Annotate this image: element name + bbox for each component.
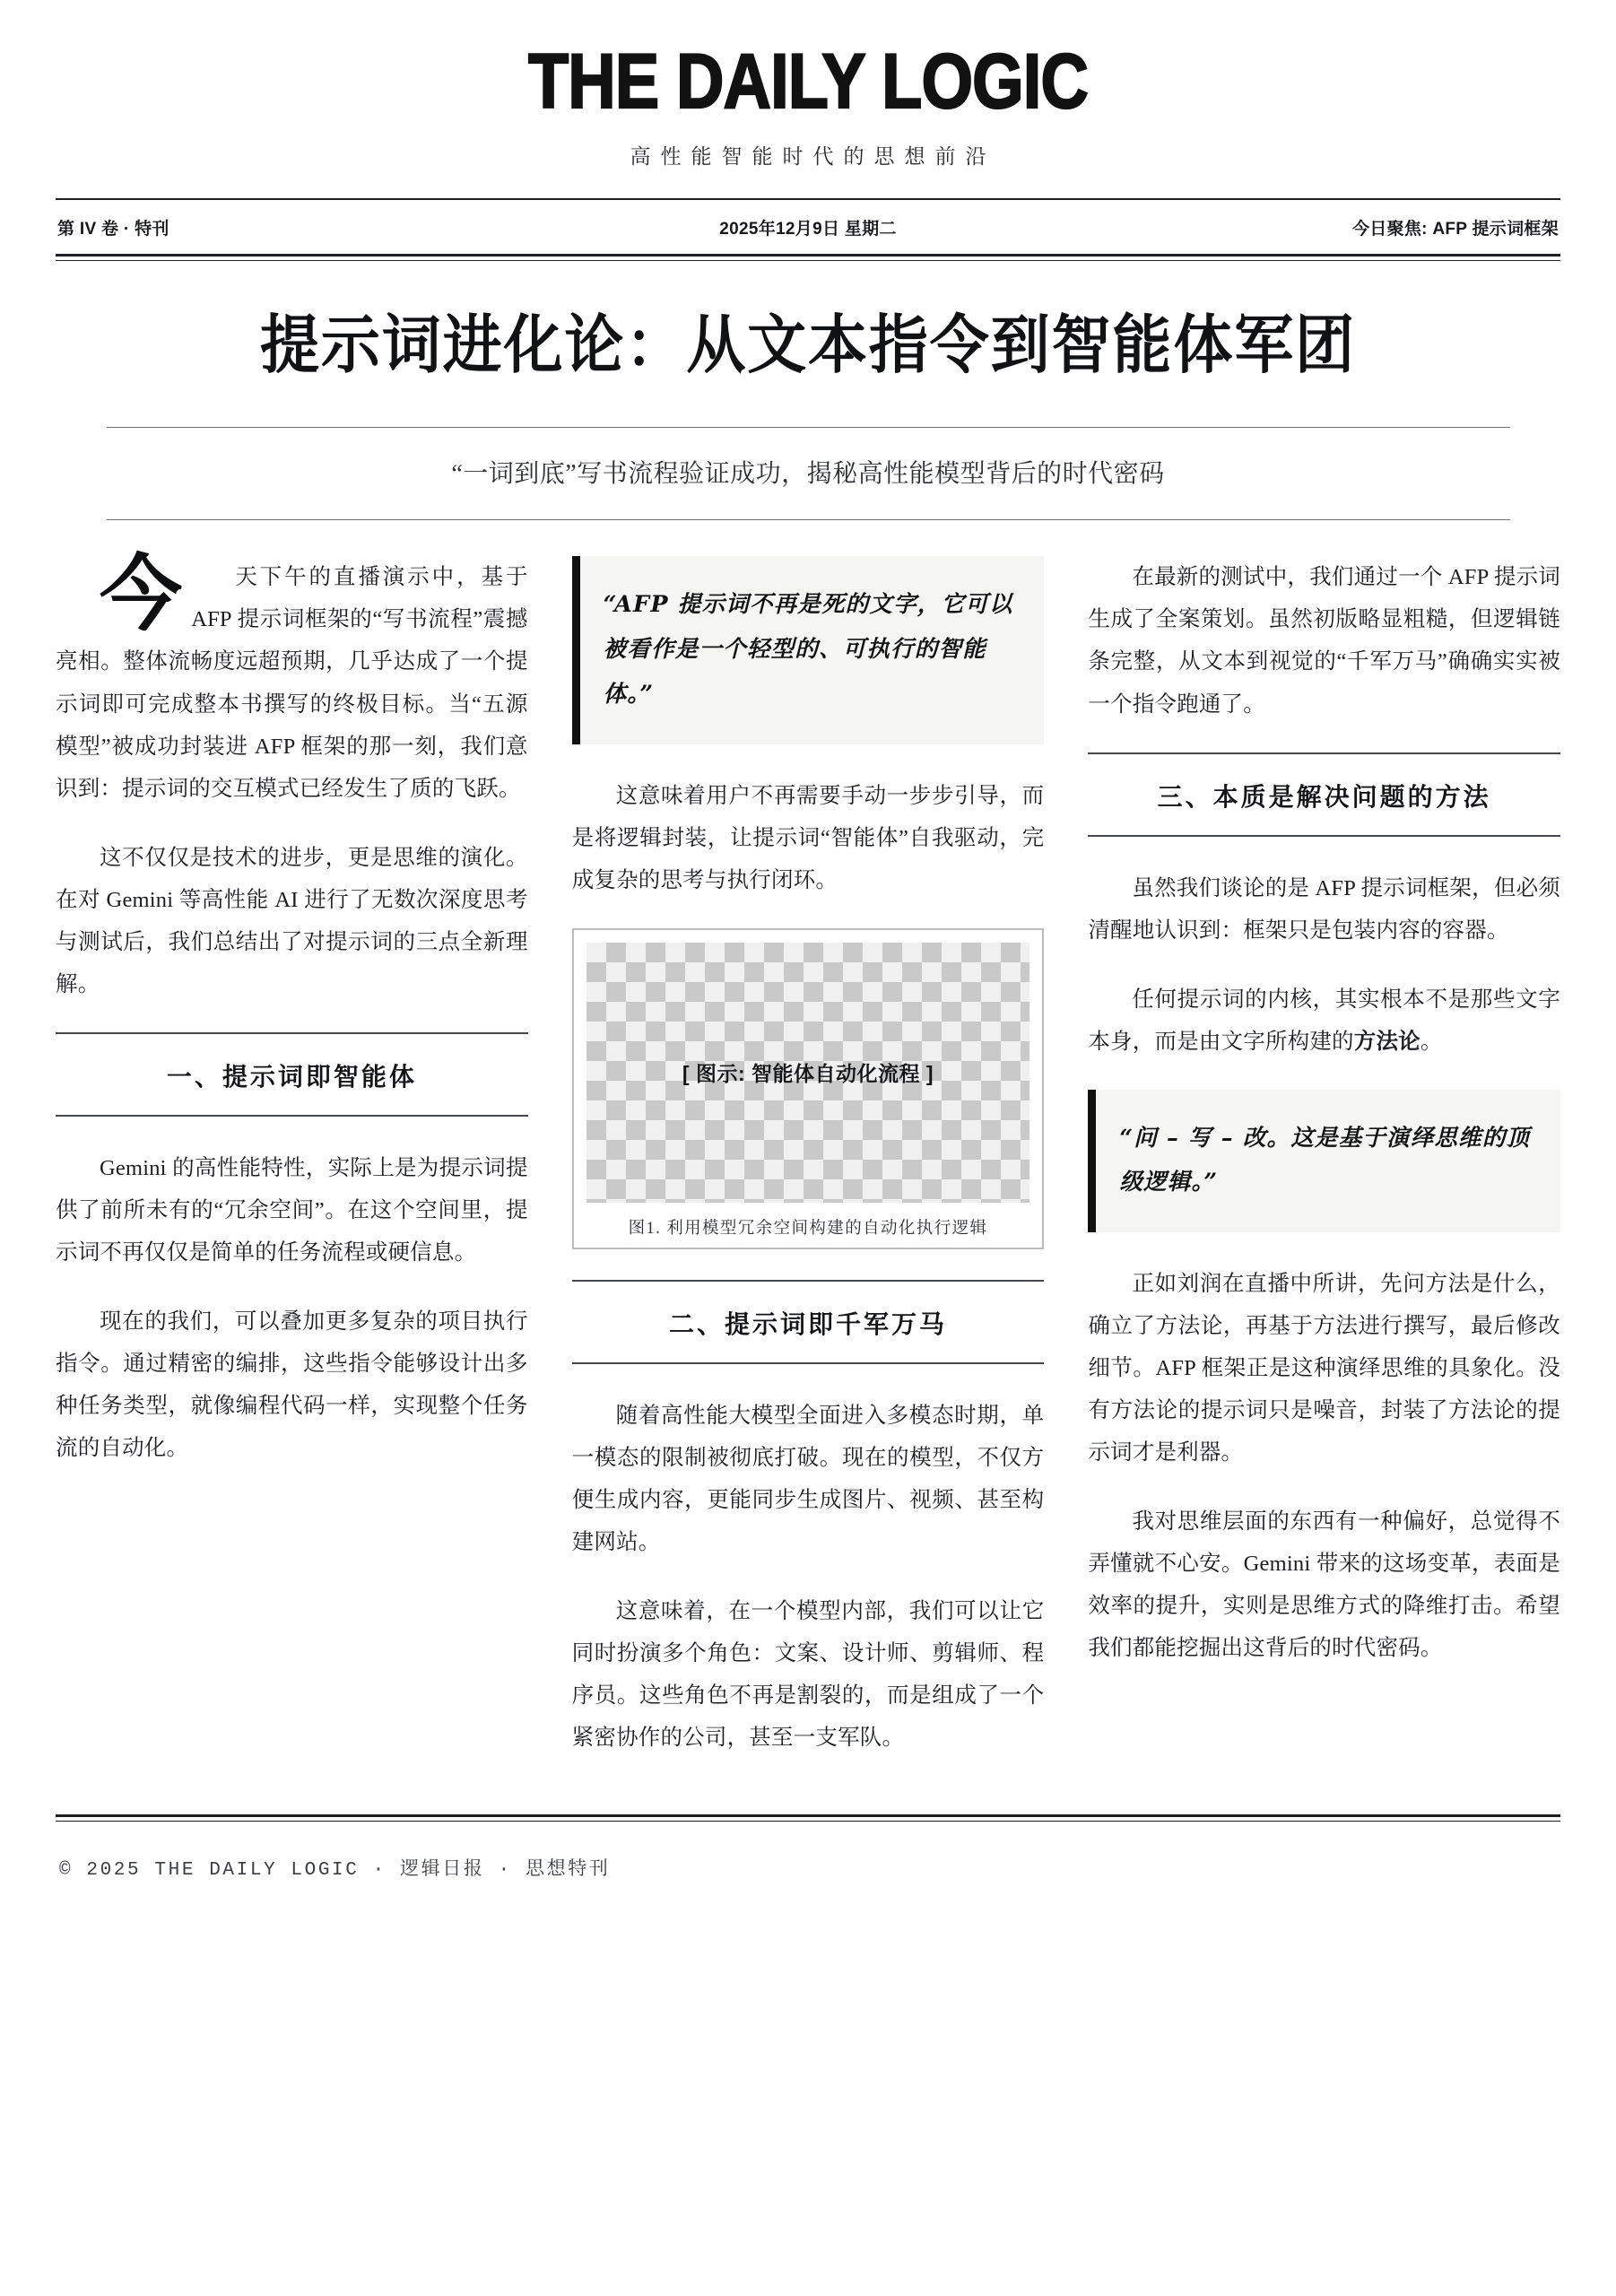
footer-text: © 2025 THE DAILY LOGIC · 逻辑日报 · 思想特刊 xyxy=(59,1859,611,1881)
emphasis-methodology: 方法论 xyxy=(1353,1029,1421,1054)
pull-quote-text: “问 – 写 – 改。这是基于演绎思维的顶级逻辑。” xyxy=(1119,1124,1531,1196)
paragraph: 这不仅仅是技术的进步，更是思维的演化。在对 Gemini 等高性能 AI 进行了无数次深度思考与测试后，我们总结出了对提示词的三点全新理解。 xyxy=(56,845,528,996)
paragraph: 随着高性能大模型全面进入多模态时期，单一模态的限制被彻底打破。现在的模型，不仅方便生成内容，更能同步生成图片、视频、甚至构建网站。 xyxy=(571,1403,1045,1554)
subheadline-rule-bottom xyxy=(107,519,1510,520)
dateline-volume: 第 IV 卷 · 特刊 xyxy=(57,220,169,239)
page-title: 提示词进化论：从文本指令到智能体军团 xyxy=(259,310,1357,381)
paragraph-text-pre: 任何提示词的内核，其实根本不是那些文字本身，而是由文字所构建的 xyxy=(1088,987,1561,1054)
column-gutter xyxy=(1044,556,1088,1759)
column-1 xyxy=(56,549,528,1759)
column-gutter xyxy=(528,556,572,1759)
figure-placeholder-label: [ 图示: 智能体自动化流程 ] xyxy=(682,1062,934,1086)
masthead xyxy=(56,0,1560,170)
section-heading-1 xyxy=(56,1032,528,1117)
lead-paragraph-text: 天下午的直播演示中，基于 AFP 提示词框架的“写书流程”震撼亮相。整体流畅度远超预期，几乎达成了一个提示词即可完成整本书撰写的终极目标。当“五源模型”被成功封装进 AFP 框架的那一刻，我们意识到：提示词的交互模式已经发生了质的飞跃。 xyxy=(56,565,528,801)
lead-paragraph xyxy=(56,549,528,809)
section-rule-bottom xyxy=(572,1362,1045,1364)
pull-quote-text: “AFP 提示词不再是死的文字，它可以被看作是一个轻型的、可执行的智能体。” xyxy=(603,591,1013,708)
dateline-section xyxy=(56,198,1560,261)
article-columns xyxy=(56,549,1561,1759)
paragraph-text-post: 。 xyxy=(1420,1029,1443,1054)
section-heading-label: 二、提示词即千军万马 xyxy=(669,1310,948,1339)
pull-quote-1 xyxy=(572,556,1045,744)
section-heading-label: 一、提示词即智能体 xyxy=(166,1063,417,1091)
figure-image-placeholder xyxy=(586,943,1030,1203)
section-heading-2 xyxy=(572,1280,1045,1364)
paragraph-with-emphasis xyxy=(1088,978,1560,1063)
masthead-title: THE DAILY LOGIC xyxy=(527,39,1089,125)
paragraph: 这意味着用户不再需要手动一步步引导，而是将逻辑封装，让提示词“智能体”自我驱动，完成复杂的思考与执行闭环。 xyxy=(571,783,1045,892)
paragraph: Gemini 的高性能特性，实际上是为提示词提供了前所未有的“冗余空间”。在这个空间里，提示词不再仅仅是简单的任务流程或硬信息。 xyxy=(56,1155,528,1265)
masthead-tagline: 高性能智能时代的思想前沿 xyxy=(630,144,996,168)
page-subtitle: “一词到底”写书流程验证成功，揭秘高性能模型背后的时代密码 xyxy=(451,459,1165,488)
column-3 xyxy=(1088,556,1560,1759)
paragraph: 现在的我们，可以叠加更多复杂的项目执行指令。通过精密的编排，这些指令能够设计出多种任务类型，就像编程代码一样，实现整个任务流的自动化。 xyxy=(56,1309,528,1460)
section-heading-label: 三、本质是解决问题的方法 xyxy=(1157,783,1491,812)
section-heading-3 xyxy=(1088,752,1560,837)
figure-caption: 图1. 利用模型冗余空间构建的自动化执行逻辑 xyxy=(628,1219,988,1238)
page-bottom-space xyxy=(56,1917,1560,1997)
dateline-rule-bottom xyxy=(56,254,1560,261)
drop-cap: 今 xyxy=(100,549,183,641)
paragraph: 虽然我们谈论的是 AFP 提示词框架，但必须清醒地认识到：框架只是包装内容的容器。 xyxy=(1088,875,1561,943)
headline-block xyxy=(56,261,1560,520)
paragraph: 在最新的测试中，我们通过一个 AFP 提示词生成了全案策划。虽然初版略显粗糙，但逻辑链条完整，从文本到视觉的“千军万马”确确实实被一个指令跑通了。 xyxy=(1088,565,1561,717)
footer-rule xyxy=(56,1814,1560,1822)
subheadline-block xyxy=(107,427,1510,521)
section-rule-bottom xyxy=(1088,835,1560,837)
pull-quote-2 xyxy=(1088,1090,1560,1232)
paragraph: 正如刘润在直播中所讲，先问方法是什么，确立了方法论，再基于方法进行撰写，最后修改细节。AFP 框架正是这种演绎思维的具象化。没有方法论的提示词只是噪音，封装了方法论的提示词才是利器。 xyxy=(1088,1272,1561,1465)
paragraph: 这意味着，在一个模型内部，我们可以让它同时扮演多个角色：文案、设计师、剪辑师、程序员。这些角色不再是割裂的，而是组成了一个紧密协作的公司，甚至一支军队。 xyxy=(571,1598,1045,1750)
dateline xyxy=(56,200,1560,254)
paragraph: 我对思维层面的东西有一种偏好，总觉得不弄懂就不心安。Gemini 带来的这场变革，表面是效率的提升，实则是思维方式的降维打击。希望我们都能挖掘出这背后的时代密码。 xyxy=(1088,1509,1561,1661)
footer-section xyxy=(56,1814,1560,1917)
dateline-focus: 今日聚焦: AFP 提示词框架 xyxy=(1351,220,1560,239)
section-rule-bottom xyxy=(56,1115,528,1117)
column-2 xyxy=(572,556,1045,1759)
figure-block xyxy=(572,928,1045,1249)
dateline-date: 2025年12月9日 星期二 xyxy=(719,220,897,239)
